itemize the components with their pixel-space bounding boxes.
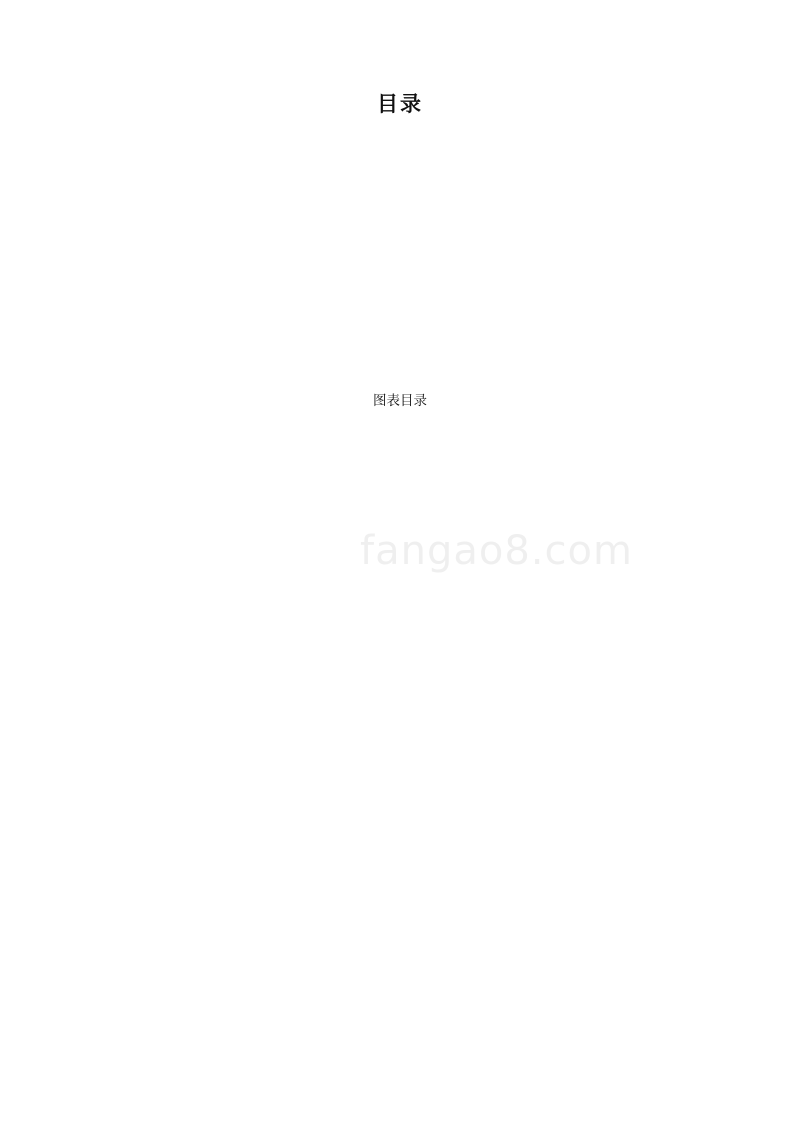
figures-toc-title: 图表目录 (373, 393, 427, 409)
toc-title: 目录 (377, 92, 423, 116)
watermark: fangao8.com (360, 528, 633, 574)
